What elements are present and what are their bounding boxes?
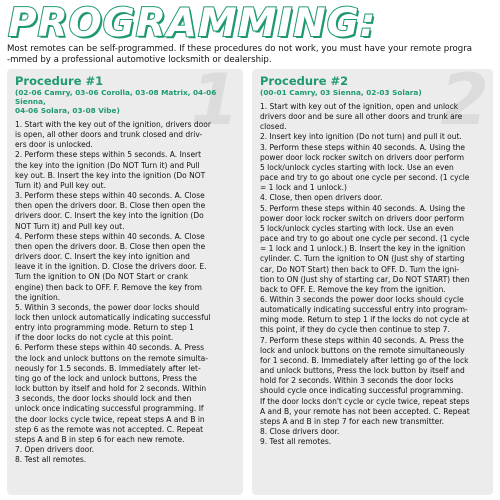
procedure-2-step-9: 9. Test all remotes. [260,437,332,447]
procedure-1-title: Procedure #1 [15,74,104,88]
page-title: PROGRAMMING: [8,1,377,46]
procedure-2-title: Procedure #2 [260,74,349,88]
procedure-1-step-7: 7. Open drivers door. [15,445,95,454]
procedure-2-models: (00-01 Camry, 03 Sienna, 02-03 Solara) [260,88,422,97]
procedure-2-step-3: 3. Perform these steps within 40 seconds. A. Using the power door lock rocker switch on drivers door perform 5 lock/unlock cycles starting with lock. Use an even pace and try to go about one cycle per second. (1 cycle = 1 lock and 1 unlock.) [260,142,470,193]
procedure-2-step-8: 8. Close drivers door. [260,427,340,436]
procedure-1-step-3: 3. Perform these steps within 40 seconds. A. Close then open the drivers door. B. Close then open the drivers door. C. Insert the key into the ignition (Do NOT Turn it) and Pull key out. [15,191,206,231]
procedure-2-panel [252,69,493,495]
procedure-2-watermark-number: 2 [440,69,489,141]
procedure-1-step-5: 5. Within 3 seconds, the power door locks should lock then unlock automatically indicating successful entry into programming mode. Return to step 1 if the door locks do not cycle at this point. [15,302,211,343]
procedure-1-step-2: 2. Perform these steps within 5 seconds. A. Insert the key into the ignition (Do NOT Turn it) and Pull key out. B. Insert the key into the ignition (Do NOT Turn it) and Pull key out. [15,150,206,190]
procedure-2-step-4: 4. Close, then open drivers door. [260,193,383,203]
procedure-2-step-1: 1. Start with key out of the ignition, open and unlock drivers door and be sure all other doors and trunk are closed. [260,102,463,132]
procedure-1-watermark-number: 1 [190,69,239,141]
procedure-1-step-8: 8. Test all remotes. [15,455,87,465]
procedure-1-models: (02-06 Camry, 03-06 Corolla, 03-08 Matrix, 04-06 Sienna, 04-06 Solara, 03-08 Vibe) [15,88,217,115]
procedure-2-step-5: 5. Perform these steps within 40 seconds. A. Using the power door lock rocker switch on drivers door perform 5 lock/unlock cycles starting with lock. Use an even pace and try to go about one cycle per second. (1 cycle = 1 lock and 1 unlock.) B. Insert the key in the ignition cylinder. C. Turn the ignition to ON (Just shy of starting car, Do NOT Start) then back to OFF. D. Turn the igni- tion to ON (Just shy of starting car, Do NOT START) then back to OFF. E. Remove the key from the ignition. [260,203,470,294]
procedure-1-steps [15,120,237,465]
intro-text: Most remotes can be self-programmed. If these procedures do not work, you must have your remote progra -mmed by a professional automotive locksmith or dealership. [7,44,473,65]
procedure-2-step-7: 7. Perform these steps within 40 seconds. A. Press the lock and unlock buttons on the remote simultaneously for 1 second. B. Immediately after letting go of the lock and unlock buttons, Press the lock button by itself and hold for 2 seconds. Within 3 seconds the door locks should cycle once indicating successful programming. If the door locks don't cycle or cycle twice, repeat steps A and B, your remote has not been accepted. C. Repeat steps A and B in step 7 for each new transmitter. [260,335,470,426]
procedure-2-step-6: 6. Within 3 seconds the power door locks should cycle automatically indicating successful entry into program- ming mode. Return to step 1 if the locks do not cycle at this point, if they do cycle then continue to step 7. [260,294,470,335]
procedure-1-step-6: 6. Perform these steps within 40 seconds. A. Press the lock and unlock buttons on the remote simulta- neously for 1.5 seconds. B. Immediately after let- ting go of the lock and unlock buttons, Press the lock button by itself and hold for 2 seconds. Within 3 seconds, the door locks should lock and then unlock once indicating successful programming. If the door locks cycle twice, repeat steps A and B in step 6 as the remote was not accepted. C. Repeat steps A and B in step 6 for each new remote. [15,343,208,444]
procedure-1-step-1: 1. Start with the key out of the ignition, drivers door is open, all other doors and trunk closed and driv- ers door is unlocked. [15,120,211,150]
procedure-1-step-4: 4. Perform these steps within 40 seconds. A. Close then open the drivers door. B. Close then open the drivers door. C. Insert the key into ignition and leave it in the ignition. D. Close the drivers door. E. Turn the ignition to ON (Do NOT Start or crank engine) then back to OFF. F. Remove the key from the ignition. [15,231,207,302]
procedure-1-panel [7,69,243,495]
procedure-2-step-2: 2. Insert key into ignition (Do not turn) and pull it out. [260,132,462,142]
procedure-2-steps [260,102,487,447]
